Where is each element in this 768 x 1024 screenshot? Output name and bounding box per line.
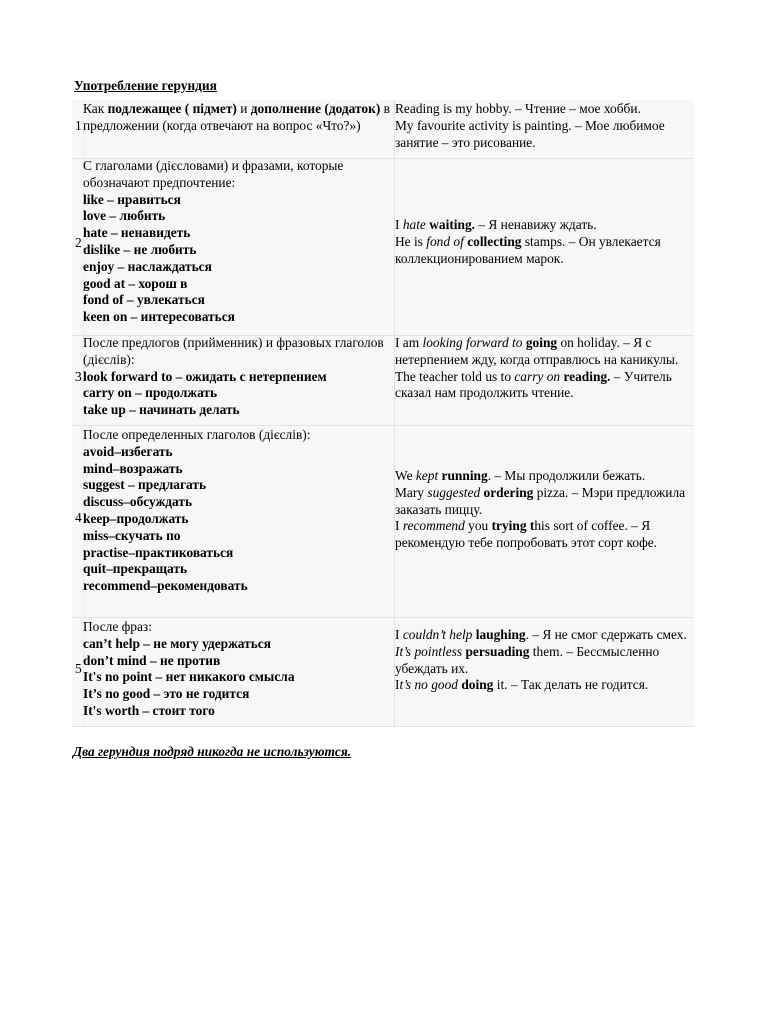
row-4-usage: После определенных глаголов (дієслів): avoid–избегать mind–возражать suggest – предлагать discuss–обсуждать keep–продолжать miss–скучать по practise–практиковаться quit–прекращать recommend–рекомендовать bbox=[83, 427, 393, 595]
verb-item: don’t mind – не против bbox=[83, 652, 221, 668]
verb-item: miss–скучать по bbox=[83, 527, 181, 543]
verb-item: fond of – увлекаться bbox=[83, 292, 205, 308]
example-sentence: I am looking forward to going on holiday. – Я с нетерпением жду, когда отправлюсь на каникулы. bbox=[395, 335, 679, 367]
verb-item: look forward to – ожидать с нетерпением bbox=[83, 368, 327, 384]
verb-item: practise–практиковаться bbox=[83, 544, 234, 560]
verb-item: It's no point – нет никакого смысла bbox=[83, 669, 295, 685]
example-sentence: The teacher told us to carry on reading. – Учитель сказал нам продолжить чтение. bbox=[395, 368, 672, 401]
verb-item: carry on – продолжать bbox=[83, 385, 218, 401]
verb-item: enjoy – наслаждаться bbox=[83, 258, 212, 274]
row-1-examples bbox=[395, 101, 691, 151]
page-title: Употребление герундия bbox=[74, 78, 217, 93]
example-sentence: Mary suggested ordering pizza. – Мэри предложила заказать пиццу. bbox=[395, 484, 686, 517]
row-5-examples bbox=[395, 627, 693, 694]
row-divider bbox=[72, 617, 694, 618]
example-sentence: I recommend you trying this sort of coffee. – Я рекомендую тебе попробовать этот сорт кофе. bbox=[395, 518, 658, 551]
verb-item: can’t help – не могу удержаться bbox=[83, 635, 271, 651]
verb-item: quit–прекращать bbox=[83, 561, 188, 577]
example-sentence: It’s no good doing it. – Так делать не годится. bbox=[395, 677, 649, 693]
row-5-usage: После фраз: can’t help – не могу удержаться don’t mind – не против It's no point – нет никакого смысла It’s no good – это не годится It's worth – стоит того bbox=[83, 619, 393, 720]
verb-item: take up – начинать делать bbox=[83, 402, 240, 418]
verb-item: keen on – интересоваться bbox=[83, 309, 235, 325]
verb-item: love – любить bbox=[83, 208, 166, 224]
verb-item: good at – хорош в bbox=[83, 275, 188, 291]
verb-item: It’s no good – это не годится bbox=[83, 686, 250, 702]
verb-item: mind–возражать bbox=[83, 460, 183, 476]
verb-item: It's worth – стоит того bbox=[83, 702, 215, 718]
row-divider bbox=[72, 726, 694, 727]
row-number: 1 bbox=[75, 118, 82, 133]
row-4-examples bbox=[395, 468, 693, 552]
row-number: 3 bbox=[75, 369, 82, 384]
example-sentence: He is fond of collecting stamps. – Он увлекается коллекционированием марок. bbox=[395, 233, 661, 266]
verb-item: recommend–рекомендовать bbox=[83, 578, 248, 594]
row-2-examples bbox=[395, 217, 691, 267]
row-1-usage: Как подлежащее ( підмет) и дополнение (додаток) в предложении (когда отвечают на вопрос «Что?») bbox=[83, 101, 390, 133]
row-2-usage: С глаголами (дієсловами) и фразами, которые обозначают предпочтение: like – нравиться love – любить hate – ненавидеть dislike – не любить enjoy – наслаждаться good at – хорош в fond of – увлекаться keen on – интересоваться bbox=[83, 158, 393, 326]
example-sentence: I hate waiting. – Я ненавижу ждать. bbox=[395, 217, 597, 232]
example-sentence: It’s pointless persuading them. – Бессмысленно убеждать их. bbox=[395, 643, 660, 676]
verb-item: suggest – предлагать bbox=[83, 477, 207, 493]
row-number: 2 bbox=[75, 235, 82, 250]
verb-item: avoid–избегать bbox=[83, 443, 173, 459]
example-sentence: My favourite activity is painting. – Мое любимое занятие – это рисование. bbox=[395, 117, 665, 150]
example-sentence: We kept running. – Мы продолжили бежать. bbox=[395, 468, 646, 483]
row-3-examples bbox=[395, 335, 693, 402]
row-divider bbox=[72, 425, 694, 426]
row-number: 5 bbox=[75, 661, 82, 676]
verb-item: dislike – не любить bbox=[83, 241, 197, 257]
row-number: 4 bbox=[75, 510, 82, 525]
verb-item: like – нравиться bbox=[83, 191, 181, 207]
row-3-usage: После предлогов (прийменник) и фразовых глаголов (дієслів): look forward to – ожидать с нетерпением carry on – продолжать take up – начинать делать bbox=[83, 335, 393, 419]
example-sentence: I couldn’t help laughing. – Я не смог сдержать смех. bbox=[395, 627, 687, 642]
example-sentence: Reading is my hobby. – Чтение – мое хобби. bbox=[395, 101, 641, 116]
footer-note: Два герундия подряд никогда не используются. bbox=[73, 744, 352, 759]
verb-item: keep–продолжать bbox=[83, 510, 189, 526]
verb-item: hate – ненавидеть bbox=[83, 225, 191, 241]
verb-item: discuss–обсуждать bbox=[83, 494, 193, 510]
